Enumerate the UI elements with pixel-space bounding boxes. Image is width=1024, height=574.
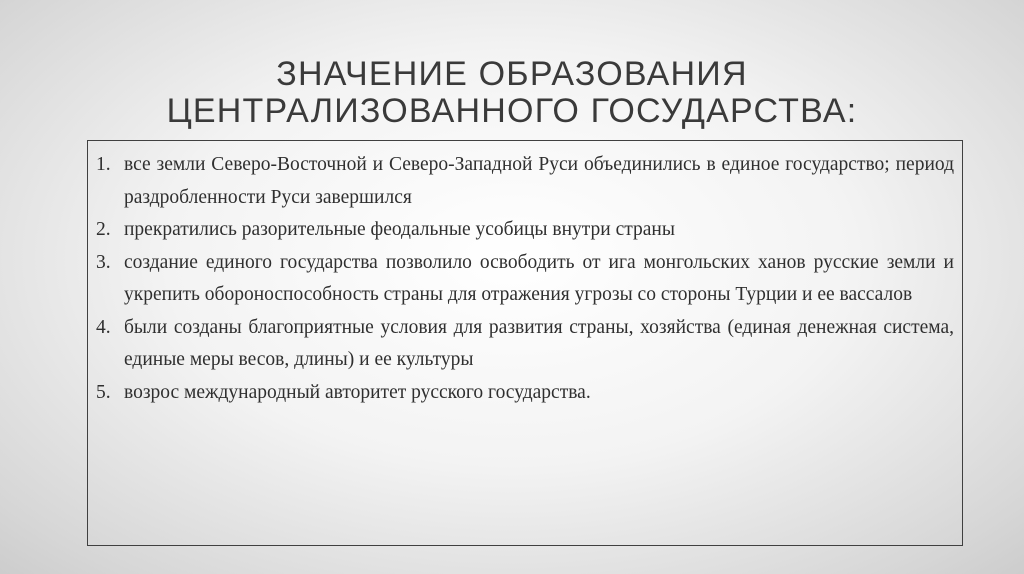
list-item-text: создание единого государства позволило освободить от ига монгольских ханов русские земли и укрепить обороноспособность страны для отражения угрозы со стороны Турции и ее вассалов	[124, 251, 954, 305]
list-item	[96, 149, 954, 214]
slide-title	[0, 56, 1024, 130]
list-item-number: 1.	[96, 154, 111, 175]
list-item	[96, 247, 954, 312]
slide-title-line-1: ЗНАЧЕНИЕ ОБРАЗОВАНИЯ	[276, 55, 748, 93]
list-item-number: 3.	[96, 251, 111, 273]
list-item-text: возрос международный авторитет русского государства.	[124, 381, 591, 403]
list-item-number: 2.	[96, 219, 111, 240]
list-item-number: 4.	[96, 316, 111, 338]
list-item	[96, 377, 954, 410]
list-item-text: все земли Северо-Восточной и Северо-Западной Руси объединились в единое государство; период раздробленности Руси завершился	[124, 154, 954, 208]
content-box	[87, 140, 963, 546]
list-item	[96, 214, 954, 247]
list-item-text: прекратились разорительные феодальные усобицы внутри страны	[124, 219, 675, 240]
list-item	[96, 312, 954, 377]
list-item-number: 5.	[96, 381, 111, 403]
slide-title-line-2: ЦЕНТРАЛИЗОВАННОГО ГОСУДАРСТВА:	[166, 92, 858, 130]
list-item-text: были созданы благоприятные условия для развития страны, хозяйства (единая денежная система, единые меры весов, длины) и ее культуры	[124, 316, 954, 370]
